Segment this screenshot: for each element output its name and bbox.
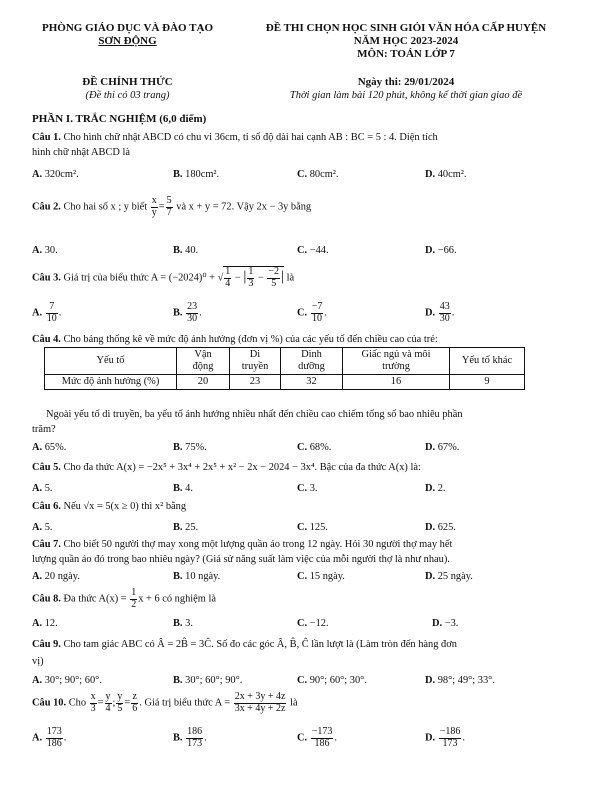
table-header-cell: Dinh dưỡng <box>281 348 343 375</box>
q1-option-d: D. 40cm². <box>425 169 467 180</box>
q5-option-b: B. 4. <box>173 483 193 494</box>
page-count-note: (Đề thi có 03 trang) <box>85 90 170 101</box>
stats-table <box>44 347 525 390</box>
question-4-follow: Ngoài yếu tố di truyền, ba yếu tố ảnh hưởng nhiều nhất đến chiều cao chiếm tổng số bao nhiêu phần <box>46 409 463 420</box>
question-10: Câu 10. Cho $\frac{x}{3}$ = $\frac{y}{4}$ ; $\frac{y}{5}$ = $\frac{z}{6}$ . Giá trị biểu thức A = $\frac{2x + 3y + 4z}{3x + 4y + 2z}$ là <box>32 691 298 714</box>
q8-option-a: A. 12. <box>32 618 58 629</box>
q7-option-b: B. 10 ngày. <box>173 571 221 582</box>
q1-option-c: C. 80cm². <box>297 169 339 180</box>
question-1 <box>32 131 562 144</box>
official-label: ĐỀ CHÍNH THỨC <box>82 76 173 88</box>
table-cell: 23 <box>230 374 281 389</box>
question-7: Câu 7. Cho biết 50 người thợ may xong một lượng quần áo trong 12 ngày. Hỏi 30 người thợ may hết <box>32 539 453 550</box>
q9-option-a: A. 30°; 90°; 60°. <box>32 675 102 686</box>
fraction: $\frac{5}{7}$ <box>166 195 172 218</box>
subject: MÔN: TOÁN LỚP 7 <box>357 48 455 60</box>
q7-option-c: C. 15 ngày. <box>297 571 345 582</box>
table-cell: 20 <box>177 374 230 389</box>
q10-option-b: B. $\frac{186}{173}$ . <box>173 726 207 749</box>
table-header-cell: Vận động <box>177 348 230 375</box>
q3-option-b: B. $\frac{23}{30}$ . <box>173 301 202 324</box>
question-9: Câu 9. Cho tam giác ABC có Â = 2B̂ = 3Ĉ. Số đo các góc Â, B̂, Ĉ lần lượt là (Làm tròn đến hàng đơn <box>32 639 457 650</box>
exam-title: ĐỀ THI CHỌN HỌC SINH GIỎI VĂN HÓA CẤP HUYỆN <box>265 22 547 34</box>
table-cell: Mức độ ảnh hưởng (%) <box>45 374 177 389</box>
q2-option-a: A. 30. <box>32 245 58 256</box>
question-text: Cho hình chữ nhật ABCD có chu vi 36cm, tỉ số độ dài hai cạnh AB : BC = 5 : 4. Diện tích <box>63 132 438 143</box>
q2-option-d: D. −66. <box>425 245 457 256</box>
q5-option-c: C. 3. <box>297 483 318 494</box>
table-header-cell: Yếu tố khác <box>450 348 525 375</box>
exam-date: Ngày thi: 29/01/2024 <box>357 76 455 88</box>
q3-option-d: D. $\frac{43}{30}$ . <box>425 301 455 324</box>
question-4-follow-2: trăm? <box>32 424 56 435</box>
q9-option-b: B. 30°; 60°; 90°. <box>173 675 243 686</box>
q7-option-d: D. 25 ngày. <box>425 571 473 582</box>
q6-option-d: D. 625. <box>425 522 456 533</box>
table-header-row <box>45 348 525 375</box>
q9-option-d: D. 98°; 49°; 33°. <box>425 675 495 686</box>
q8-option-b: B. 3. <box>173 618 193 629</box>
q6-option-b: B. 25. <box>173 522 199 533</box>
q2-option-b: B. 40. <box>173 245 199 256</box>
question-3: Câu 3. Giá trị của biểu thức A = (−2024)⁰ + √ $\frac{1}{4}$ − | $\frac{1}{3}$ − $\frac{-2}{5}$ | là <box>32 266 295 289</box>
q5-option-d: D. 2. <box>425 483 446 494</box>
q5-option-a: A. 5. <box>32 483 53 494</box>
table-header-cell: Di truyền <box>230 348 281 375</box>
q8-option-c: C. −12. <box>297 618 329 629</box>
q10-option-c: C. $\frac{-173}{186}$ . <box>297 726 337 749</box>
q4-option-c: C. 68%. <box>297 442 332 453</box>
q3-option-c: C. $\frac{-7}{10}$ . <box>297 301 327 324</box>
q4-option-d: D. 67%. <box>425 442 460 453</box>
question-4: Câu 4. Cho bảng thống kê về mức độ ảnh hưởng (đơn vị %) của các yếu tố đến chiều cao của trẻ: <box>32 334 438 345</box>
q1-option-b: B. 180cm². <box>173 169 220 180</box>
question-6: Câu 6. Nếu √x = 5(x ≥ 0) thì x² bằng <box>32 501 187 512</box>
table-row <box>45 374 525 389</box>
district-name: SƠN ĐỘNG <box>98 35 157 47</box>
fraction: $\frac{x}{y}$ <box>151 195 157 218</box>
table-header-cell: Giấc ngủ và môi trường <box>343 348 450 375</box>
q6-option-c: C. 125. <box>297 522 328 533</box>
q3-option-a: A. $\frac{7}{10}$ . <box>32 301 62 324</box>
q10-option-d: D. $\frac{-186}{173}$ . <box>425 726 465 749</box>
question-9-cont: vị) <box>32 656 44 667</box>
question-8: Câu 8. Đa thức A(x) = $\frac{1}{2}$ x + 6 có nghiệm là <box>32 587 216 610</box>
question-1-cont: hình chữ nhật ABCD là <box>32 147 130 158</box>
table-cell: 16 <box>343 374 450 389</box>
question-number: Câu 1. <box>32 132 61 143</box>
q2-option-c: C. −44. <box>297 245 329 256</box>
question-5: Câu 5. Cho đa thức A(x) = −2x⁵ + 3x⁴ + 2x⁵ + x² − 2x − 2024 − 3x⁴. Bậc của đa thức A(x) là: <box>32 462 421 473</box>
q8-option-d: D. −3. <box>432 618 459 629</box>
department-name: PHÒNG GIÁO DỤC VÀ ĐÀO TẠO <box>41 22 214 34</box>
q1-option-a: A. 320cm². <box>32 169 79 180</box>
table-cell: 9 <box>450 374 525 389</box>
q10-option-a: A. $\frac{173}{186}$ . <box>32 726 67 749</box>
q4-option-a: A. 65%. <box>32 442 67 453</box>
part-title: PHẦN I. TRẮC NGHIỆM (6,0 điểm) <box>32 113 207 125</box>
question-7-cont: lượng quần áo đó trong bao nhiêu ngày? (Giả sử năng suất làm việc của mỗi người thợ là như nhau). <box>32 554 450 565</box>
q4-option-b: B. 75%. <box>173 442 207 453</box>
stats-table-wrap <box>44 347 525 390</box>
table-header-cell: Yếu tố <box>45 348 177 375</box>
question-2: Câu 2. Cho hai số x ; y biết $\frac{x}{y}$ = $\frac{5}{7}$ và x + y = 72. Vậy 2x − 3y bằng <box>32 195 312 218</box>
sqrt-sign: √ <box>217 272 224 284</box>
school-year: NĂM HỌC 2023-2024 <box>353 35 459 47</box>
q6-option-a: A. 5. <box>32 522 53 533</box>
q9-option-c: C. 90°; 60°; 30°. <box>297 675 367 686</box>
q7-option-a: A. 20 ngày. <box>32 571 80 582</box>
table-cell: 32 <box>281 374 343 389</box>
exam-duration: Thời gian làm bài 120 phút, không kể thời gian giao đề <box>289 90 523 101</box>
